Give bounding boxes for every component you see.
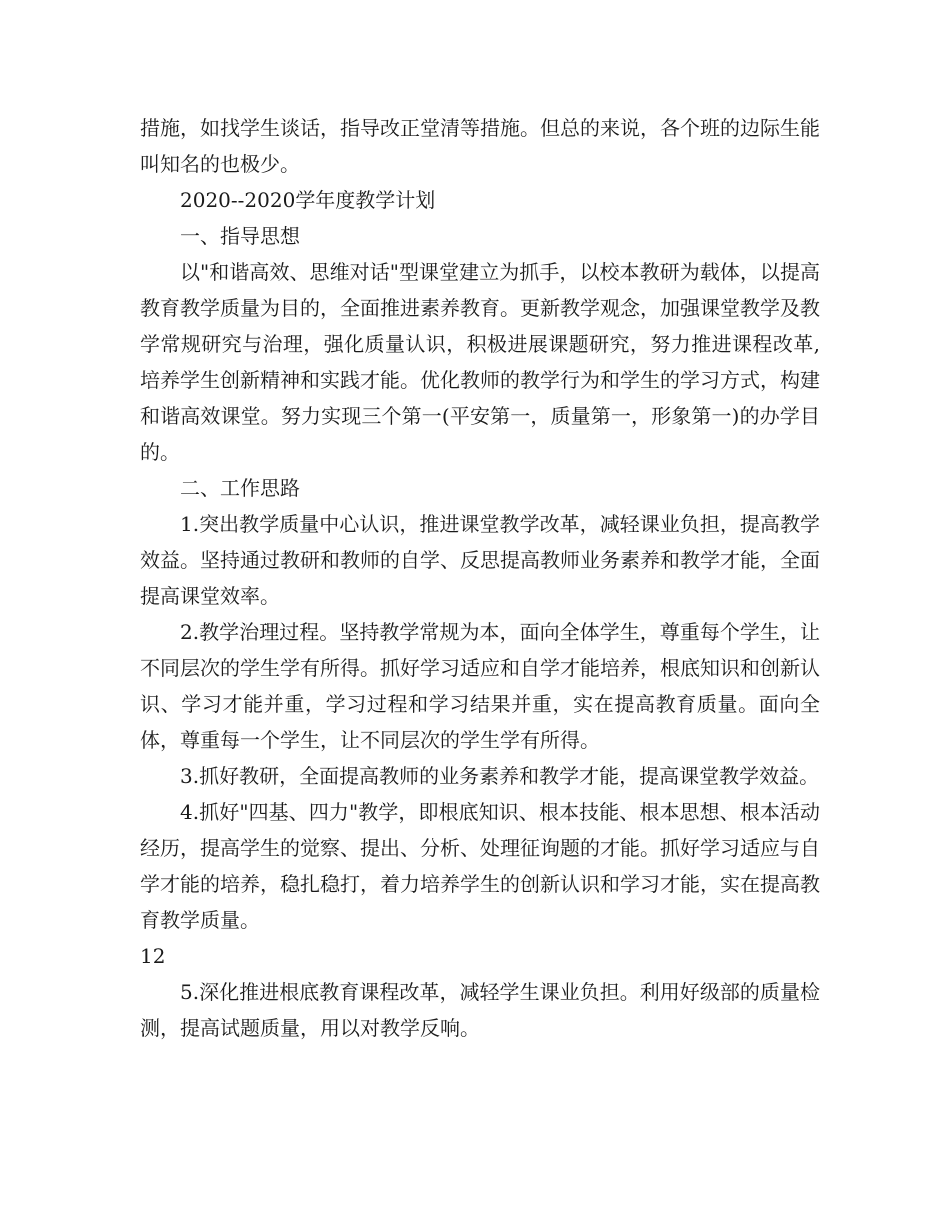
plan-title: 2020--2020学年度教学计划: [180, 188, 436, 212]
paragraph-continuation: 措施，如找学生谈话，指导改正堂清等措施。但总的来说，各个班的边际生能叫知名的也极少。: [140, 116, 820, 176]
list-item-3: 3.抓好教研，全面提高教师的业务素养和教学才能，提高课堂教学效益。: [180, 764, 820, 788]
section-heading-work-approach: 二、工作思路: [180, 476, 300, 500]
document-body: [140, 110, 820, 1046]
list-item-2: 2.教学治理过程。坚持教学常规为本，面向全体学生，尊重每个学生，让不同层次的学生学有所得。抓好学习适应和自学才能培养，根底知识和创新认识、学习才能并重，学习过程和学习结果并重，实在提高教育质量。面向全体，尊重每一个学生，让不同层次的学生学有所得。: [140, 620, 820, 752]
list-item-4: 4.抓好"四基、四力"教学，即根底知识、根本技能、根本思想、根本活动经历，提高学生的觉察、提出、分析、处理征询题的才能。抓好学习适应与自学才能的培养，稳扎稳打，着力培养学生的创新认识和学习才能，实在提高教育教学质量。: [140, 800, 820, 932]
list-item-1: 1.突出教学质量中心认识，推进课堂教学改革，减轻课业负担，提高教学效益。坚持通过教研和教师的自学、反思提高教师业务素养和教学才能，全面提高课堂效率。: [140, 512, 820, 608]
page-number: 12: [140, 944, 166, 968]
list-item-5: 5.深化推进根底教育课程改革，减轻学生课业负担。利用好级部的质量检测，提高试题质量，用以对教学反响。: [140, 980, 820, 1040]
paragraph-guiding-ideology: 以"和谐高效、思维对话"型课堂建立为抓手，以校本教研为载体，以提高教育教学质量为目的，全面推进素养教育。更新教学观念，加强课堂教学及教学常规研究与治理，强化质量认识，积极进展课题研究，努力推进课程改革,培养学生创新精神和实践才能。优化教师的教学行为和学生的学习方式，构建和谐高效课堂。努力实现三个第一(平安第一，质量第一，形象第一)的办学目的。: [140, 260, 820, 464]
section-heading-guiding-ideology: 一、指导思想: [180, 224, 300, 248]
